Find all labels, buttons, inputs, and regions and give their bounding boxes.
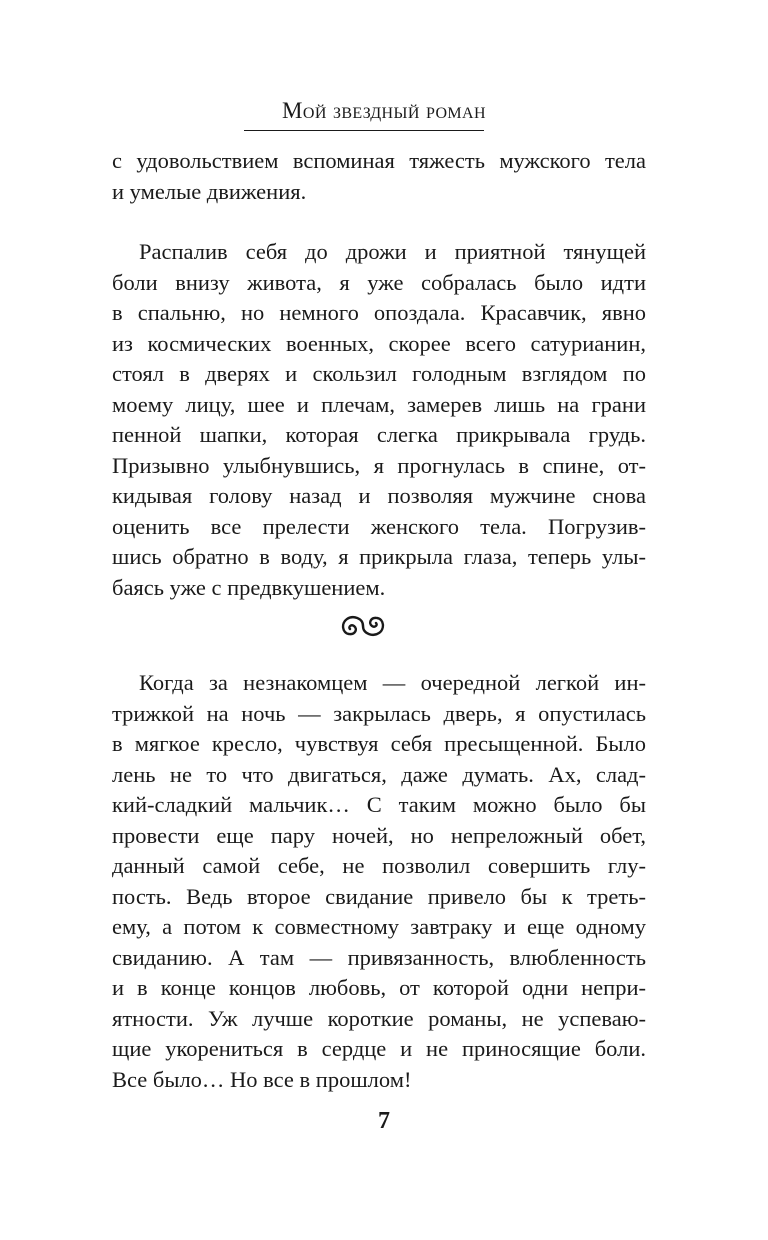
text-line: и умелые движения. bbox=[112, 178, 307, 204]
text-line: Все было… Но все в прошлом! bbox=[112, 1066, 412, 1092]
text-line: свиданию. А там — привязанность, влюбленность bbox=[112, 944, 646, 970]
text-line: пенной шапки, которая слегка прикрывала грудь. bbox=[112, 422, 646, 447]
text-line: Когда за незнакомцем — очередной легкой ин- bbox=[139, 670, 646, 695]
page-number: 7 bbox=[378, 1108, 390, 1134]
text-line: из космических военных, скорее всего сатурианин, bbox=[112, 330, 646, 356]
text-line: данный самой себе, не позволил совершить глу- bbox=[112, 853, 646, 878]
text-line: и в конце концов любовь, от которой одни непри- bbox=[112, 975, 646, 1000]
text-line: боли внизу живота, я уже собралась было идти bbox=[112, 269, 646, 295]
text-line: кидывая голову назад и позволяя мужчине снова bbox=[112, 483, 646, 508]
text-line: ему, а потом к совместному завтраку и еще одному bbox=[112, 914, 646, 939]
text-line: баясь уже с предвкушением. bbox=[112, 574, 386, 600]
text-line: щие укорениться в сердце и не приносящие боли. bbox=[112, 1036, 646, 1061]
text-line: провести еще пару ночей, но непреложный обет, bbox=[112, 822, 646, 848]
text-line: пость. Ведь второе свидание привело бы к треть- bbox=[112, 883, 646, 909]
text-line: Распалив себя до дрожи и приятной тянущей bbox=[139, 239, 646, 264]
text-line: трижкой на ночь — закрылась дверь, я опустилась bbox=[112, 700, 646, 726]
text-line: Призывно улыбнувшись, я прогнулась в спине, от- bbox=[112, 452, 646, 478]
text-line: шись обратно в воду, я прикрыла глаза, теперь улы- bbox=[112, 544, 646, 569]
text-line: ятности. Уж лучше короткие романы, не успеваю- bbox=[112, 1005, 646, 1031]
paragraph-2 bbox=[112, 237, 646, 603]
text-line: в мягкое кресло, чувствуя себя пресыщенной. Было bbox=[112, 731, 646, 756]
paragraph-1 bbox=[112, 146, 646, 207]
running-header: Мой звездный роман bbox=[282, 98, 486, 123]
double-swirl-ornament-icon bbox=[339, 612, 387, 640]
text-line: стоял в дверях и скользил голодным взглядом по bbox=[112, 361, 646, 386]
header-underline bbox=[244, 130, 484, 131]
text-line: оценить все прелести женского тела. Погрузив- bbox=[112, 513, 646, 539]
text-line: кий-сладкий мальчик… С таким можно было бы bbox=[112, 792, 646, 817]
text-line: с удовольствием вспоминая тяжесть мужского тела bbox=[112, 148, 646, 173]
text-line: в спальню, но немного опоздала. Красавчик, явно bbox=[112, 300, 646, 325]
text-line: моему лицу, шее и плечам, замерев лишь на грани bbox=[112, 391, 646, 417]
text-line: лень не то что двигаться, даже думать. Ах, слад- bbox=[112, 761, 646, 787]
paragraph-3 bbox=[112, 668, 646, 1095]
